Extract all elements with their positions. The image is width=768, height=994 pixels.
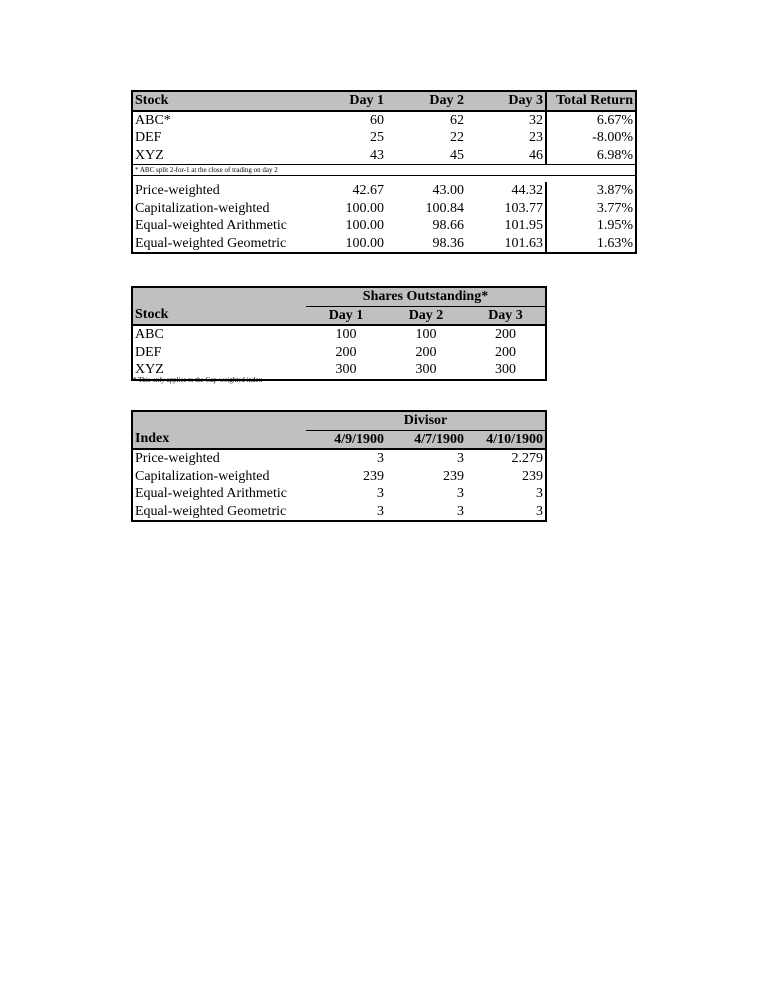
cap-weighted-footnote: * This only applies to the Cap-weighted index (133, 376, 263, 384)
day-3-value: 101.63 (504, 235, 543, 251)
header-day-3: Day 3 (466, 306, 546, 325)
divisor-table (131, 410, 547, 522)
day-2-value: 45 (450, 147, 464, 163)
day-2-value: 100 (415, 327, 437, 342)
table-row (132, 182, 636, 200)
table-super-header-row (132, 287, 546, 306)
index-name: Equal-weighted Arithmetic (135, 218, 288, 233)
divisor-value: 2.279 (511, 451, 543, 466)
header-date-2: 4/7/1900 (386, 430, 466, 449)
divisor-header: Divisor (306, 411, 546, 430)
day-1-value: 300 (335, 362, 357, 377)
table-row (132, 449, 546, 468)
table-row (132, 111, 636, 130)
day-1-value: 100.00 (345, 200, 384, 216)
index-name: Price-weighted (135, 183, 220, 198)
split-footnote: * ABC split 2-for-1 at the close of trading on day 2 (132, 165, 636, 176)
total-return-value: 1.63% (546, 235, 636, 254)
index-name: Equal-weighted Geometric (135, 235, 287, 251)
day-3-value: 44.32 (511, 183, 543, 198)
divisor-value: 3 (377, 486, 384, 501)
day-2-value: 62 (450, 112, 464, 128)
day-1-value: 42.67 (352, 183, 384, 198)
table-row (132, 200, 636, 218)
table-header-row (132, 306, 546, 325)
day-2-value: 98.66 (432, 218, 464, 233)
day-3-value: 103.77 (504, 200, 543, 216)
header-day-1: Day 1 (306, 306, 386, 325)
stock-name: DEF (135, 130, 162, 145)
header-stock: Stock (132, 306, 306, 325)
header-stock: Stock (132, 91, 312, 111)
day-3-value: 101.95 (504, 218, 543, 233)
table-row (132, 129, 636, 147)
header-day-3: Day 3 (466, 91, 546, 111)
divisor-value: 3 (377, 503, 384, 519)
header-index: Index (132, 430, 306, 449)
stock-name: XYZ (135, 362, 164, 377)
day-3-value: 23 (529, 130, 543, 145)
divisor-value: 239 (522, 468, 543, 484)
total-return-value: -8.00% (546, 129, 636, 147)
index-name: Capitalization-weighted (135, 468, 270, 484)
day-3-value: 46 (529, 147, 543, 163)
index-name: Equal-weighted Arithmetic (135, 486, 288, 501)
day-1-value: 43 (370, 147, 384, 163)
shares-outstanding-header: Shares Outstanding* (306, 287, 546, 306)
day-3-value: 200 (495, 327, 516, 342)
header-date-1: 4/9/1900 (306, 430, 386, 449)
divisor-value: 239 (363, 468, 384, 484)
day-1-value: 100.00 (345, 235, 384, 251)
day-2-value: 200 (415, 344, 437, 360)
divisor-value: 3 (536, 503, 543, 519)
day-3-value: 32 (529, 112, 543, 128)
table-row (132, 503, 546, 522)
table-row (132, 325, 546, 344)
day-2-value: 22 (450, 130, 464, 145)
day-2-value: 98.36 (432, 235, 464, 251)
day-2-value: 43.00 (432, 183, 464, 198)
table-super-header-row (132, 411, 546, 430)
index-name: Capitalization-weighted (135, 200, 270, 216)
total-return-value: 6.98% (546, 147, 636, 165)
day-2-value: 100.84 (425, 200, 464, 216)
divisor-value: 239 (443, 468, 464, 484)
header-date-3: 4/10/1900 (466, 430, 546, 449)
day-1-value: 100.00 (345, 218, 384, 233)
stock-name: DEF (135, 344, 162, 360)
table-row (132, 344, 546, 362)
header-day-2: Day 2 (386, 306, 466, 325)
day-1-value: 25 (370, 130, 384, 145)
divisor-value: 3 (377, 451, 384, 466)
day-1-value: 200 (335, 344, 357, 360)
divisor-value: 3 (457, 451, 464, 466)
index-name: Equal-weighted Geometric (135, 503, 287, 519)
header-day-1: Day 1 (312, 91, 386, 111)
index-name: Price-weighted (135, 451, 220, 466)
table-header-row (132, 430, 546, 449)
table-row (132, 468, 546, 486)
table-row (132, 217, 636, 235)
total-return-value: 3.77% (546, 200, 636, 218)
day-3-value: 300 (495, 362, 516, 377)
total-return-value: 1.95% (546, 217, 636, 235)
day-3-value: 200 (495, 344, 516, 360)
day-1-value: 60 (370, 112, 384, 128)
table-row (132, 485, 546, 503)
stock-name: ABC* (135, 112, 171, 128)
table-row (132, 235, 636, 254)
total-return-value: 6.67% (546, 111, 636, 130)
table-header-row (132, 91, 636, 111)
stock-name: XYZ (135, 147, 164, 163)
day-2-value: 300 (415, 362, 437, 377)
header-total-return: Total Return (546, 91, 636, 111)
divisor-value: 3 (457, 486, 464, 501)
table-row (132, 147, 636, 165)
day-1-value: 100 (335, 327, 357, 342)
header-day-2: Day 2 (386, 91, 466, 111)
total-return-value: 3.87% (546, 182, 636, 200)
price-index-table (131, 90, 637, 254)
divisor-value: 3 (536, 486, 543, 501)
divisor-value: 3 (457, 503, 464, 519)
stock-name: ABC (135, 327, 164, 342)
shares-outstanding-table (131, 286, 547, 381)
footnote-row (132, 165, 636, 176)
